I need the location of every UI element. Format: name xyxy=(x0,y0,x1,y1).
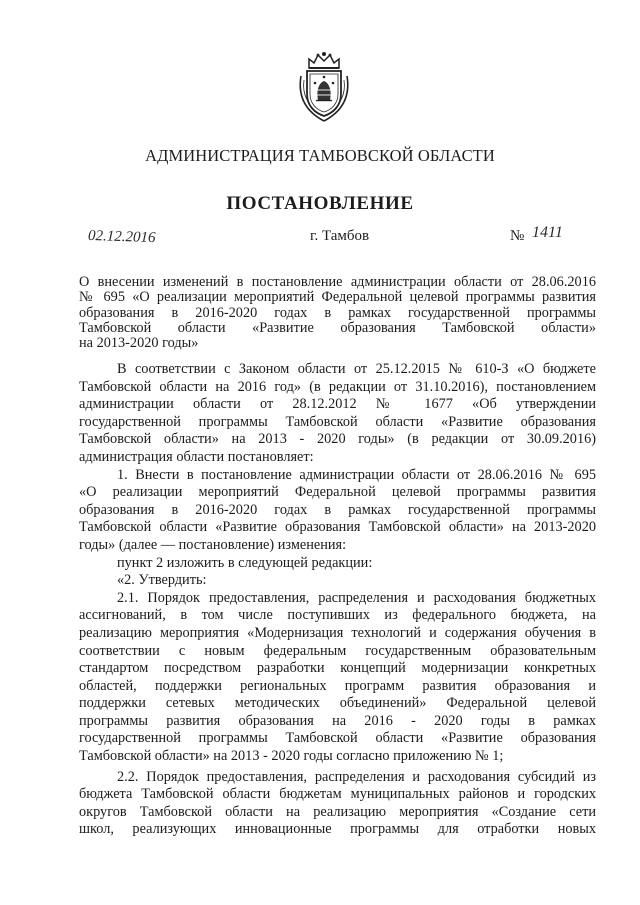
body-line: администрация области постановляет: xyxy=(79,448,314,465)
subject-line: О внесении изменений в постановление администрации области от 28.06.2016 xyxy=(79,274,596,290)
body-line: Тамбовской области» на 2013 - 2020 годы» (в редакции от 30.09.2016) xyxy=(79,431,596,448)
document-subject xyxy=(79,275,596,351)
handwritten-document-number: 1411 xyxy=(532,224,563,241)
body-line: округов Тамбовской области на реализацию мероприятия «Создание сети xyxy=(79,803,596,820)
document-number-label: № xyxy=(510,228,525,244)
body-line: стандартом посредством разработки концепций модернизации конкретных xyxy=(79,660,596,677)
subject-line: образования в 2016-2020 годах в рамках государственной программы xyxy=(79,304,596,321)
body-line: соответствии с новым федеральным государственным образовательным xyxy=(79,642,596,659)
body-line: реализацию мероприятия «Модернизация технологий и содержания обучения в xyxy=(79,624,596,641)
body-line: В соответствии с Законом области от 25.12.2015 № 610-З «О бюджете xyxy=(117,361,596,377)
subject-line: на 2013-2020 годы» xyxy=(79,335,199,352)
handwritten-date: 02.12.2016 xyxy=(87,227,156,247)
body-line: государственной программы Тамбовской области «Развитие образования xyxy=(79,413,596,430)
body-line: ассигнований, в том числе поступивших из федерального бюджета, на xyxy=(79,607,596,624)
body-line: образования в 2016-2020 годах в рамках государственной программы xyxy=(79,501,596,518)
body-line: 1. Внести в постановление администрации области от 28.06.2016 № 695 xyxy=(117,466,596,483)
subject-line: Тамбовской области «Развитие образования Тамбовской области» xyxy=(79,319,596,336)
body-line: поддержки сетевых методических объединений» Федеральной целевой xyxy=(79,695,596,712)
body-line: областей, поддержки региональных программ развития образования и xyxy=(79,677,596,694)
document-body xyxy=(79,361,596,839)
body-line: пункт 2 изложить в следующей редакции: xyxy=(117,554,373,571)
tambov-coat-of-arms-icon xyxy=(295,50,353,124)
document-city: г. Тамбов xyxy=(310,228,370,244)
document-type: ПОСТАНОВЛЕНИЕ xyxy=(226,193,414,214)
body-line: государственной программы Тамбовской области «Развитие образования xyxy=(79,730,596,747)
organization-name: АДМИНИСТРАЦИЯ ТАМБОВСКОЙ ОБЛАСТИ xyxy=(145,146,495,165)
body-line: «О реализации мероприятий Федеральной целевой программы развития xyxy=(79,484,596,501)
body-line: годы» (далее — постановление) изменения: xyxy=(79,536,347,553)
body-line: бюджета Тамбовской области бюджетам муниципальных районов и городских xyxy=(79,786,596,803)
body-line: программы развития образования на 2016 - 2020 годы в рамках xyxy=(79,712,596,729)
body-line: Тамбовской области на 2016 год» (в редакции от 31.10.2016), постановлением xyxy=(79,378,596,395)
body-line: администрации области от 28.12.2012 № 1677 «Об утверждении xyxy=(79,396,596,413)
body-line: Тамбовской области «Развитие образования Тамбовской области» на 2013-2020 xyxy=(79,519,596,536)
body-line: школ, реализующих инновационные программы для отработки новых xyxy=(79,821,596,838)
body-line: «2. Утвердить: xyxy=(117,572,207,589)
body-line: 2.2. Порядок предоставления, распределения и расходования субсидий из xyxy=(117,768,596,785)
subject-line: № 695 «О реализации мероприятий Федеральной целевой программы развития xyxy=(79,289,596,306)
body-line: Тамбовской области» на 2013 - 2020 годы согласно приложению № 1; xyxy=(79,748,504,765)
body-line: 2.1. Порядок предоставления, распределения и расходования бюджетных xyxy=(117,589,596,606)
